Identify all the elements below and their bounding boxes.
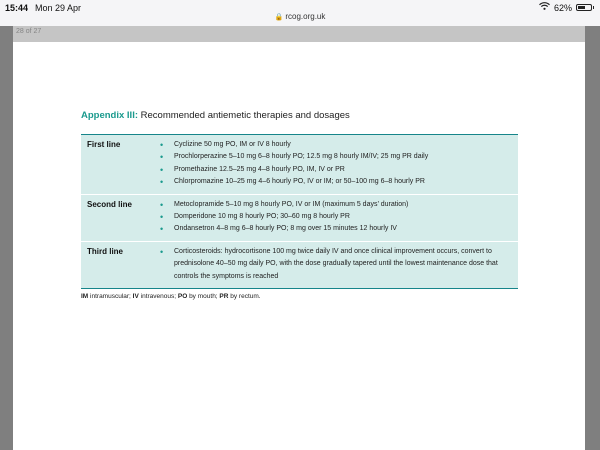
drug-text: Ondansetron 4–8 mg 6–8 hourly PO; 8 mg over 15 minutes 12 hourly IV — [174, 225, 397, 233]
footnote-text: intravenous; — [138, 293, 178, 300]
bullet-icon: • — [160, 152, 164, 163]
drug-text: Chlorpromazine 10–25 mg 4–6 hourly PO, IV or IM; or 50–100 mg 6–8 hourly PR — [174, 178, 425, 186]
battery-tip — [593, 6, 594, 9]
list-item — [158, 211, 510, 223]
list-item — [158, 164, 510, 176]
footnote-abbr: PR — [219, 293, 229, 300]
bullet-icon: • — [160, 246, 164, 257]
status-time: 15:44 — [5, 3, 29, 13]
table-row — [81, 195, 518, 242]
table-row — [81, 242, 518, 288]
bullet-icon: • — [160, 199, 164, 210]
appendix-label: Appendix III: — [81, 110, 138, 121]
footnote-abbr: IM — [81, 293, 89, 300]
table-row — [81, 135, 518, 195]
footnote-text: by mouth; — [187, 293, 220, 300]
drug-text: Promethazine 12.5–25 mg 4–8 hourly PO, IM, IV or PR — [174, 165, 345, 173]
drug-list — [81, 139, 518, 189]
battery-percent: 62% — [553, 2, 572, 13]
row-label: Third line — [87, 246, 123, 256]
list-item — [158, 246, 510, 283]
battery-fill — [578, 6, 585, 9]
footnote-abbr: PO — [177, 293, 188, 300]
drug-text: Cyclizine 50 mg PO, IM or IV 8 hourly — [174, 141, 291, 148]
row-label: Second line — [87, 199, 132, 209]
list-item — [158, 151, 510, 163]
status-bar — [0, 0, 600, 26]
list-item — [158, 176, 510, 188]
abbreviation-footnote — [81, 293, 261, 300]
bullet-icon: • — [160, 177, 164, 188]
list-item — [158, 199, 510, 211]
row-label: First line — [87, 140, 121, 149]
address-bar[interactable] — [0, 12, 600, 21]
footnote-text: intramuscular; — [88, 293, 133, 300]
footnote-text: by rectum. — [228, 293, 261, 300]
footnote-abbr: IV — [132, 293, 139, 300]
drug-text: Metoclopramide 5–10 mg 8 hourly PO, IV or IM (maximum 5 days’ duration) — [174, 200, 409, 208]
drug-text: Prochlorperazine 5–10 mg 6–8 hourly PO; 12.5 mg 8 hourly IM/IV; 25 mg PR daily — [174, 153, 429, 161]
drug-text: Domperidone 10 mg 8 hourly PO; 30–60 mg 8 hourly PR — [174, 213, 350, 221]
bullet-icon: • — [160, 140, 164, 150]
bullet-icon: • — [160, 212, 164, 223]
page-counter: 28 of 27 — [16, 28, 42, 35]
drug-list — [81, 199, 518, 236]
drug-text: Corticosteroids: hydrocortisone 100 mg twice daily IV and once clinical improvement occurs, convert to prednisolone 40–50 mg daily PO, with the dose gradually tapered until the lowest maintenance dose that controls the symptoms is reached — [174, 247, 498, 280]
status-date: Mon 29 Apr — [35, 3, 82, 13]
url-text: rcog.org.uk — [285, 12, 326, 21]
lock-icon: 🔒 — [274, 14, 284, 21]
appendix-heading: Recommended antiemetic therapies and dosages — [138, 110, 350, 121]
drug-list — [81, 246, 518, 283]
bullet-icon: • — [160, 224, 164, 235]
appendix-title — [81, 110, 350, 121]
list-item — [158, 139, 510, 151]
bullet-icon: • — [160, 164, 164, 175]
list-item — [158, 223, 510, 235]
document-page[interactable] — [13, 42, 585, 450]
antiemetic-table — [81, 134, 518, 289]
previous-page-strip — [13, 26, 585, 42]
battery-icon — [576, 4, 592, 11]
